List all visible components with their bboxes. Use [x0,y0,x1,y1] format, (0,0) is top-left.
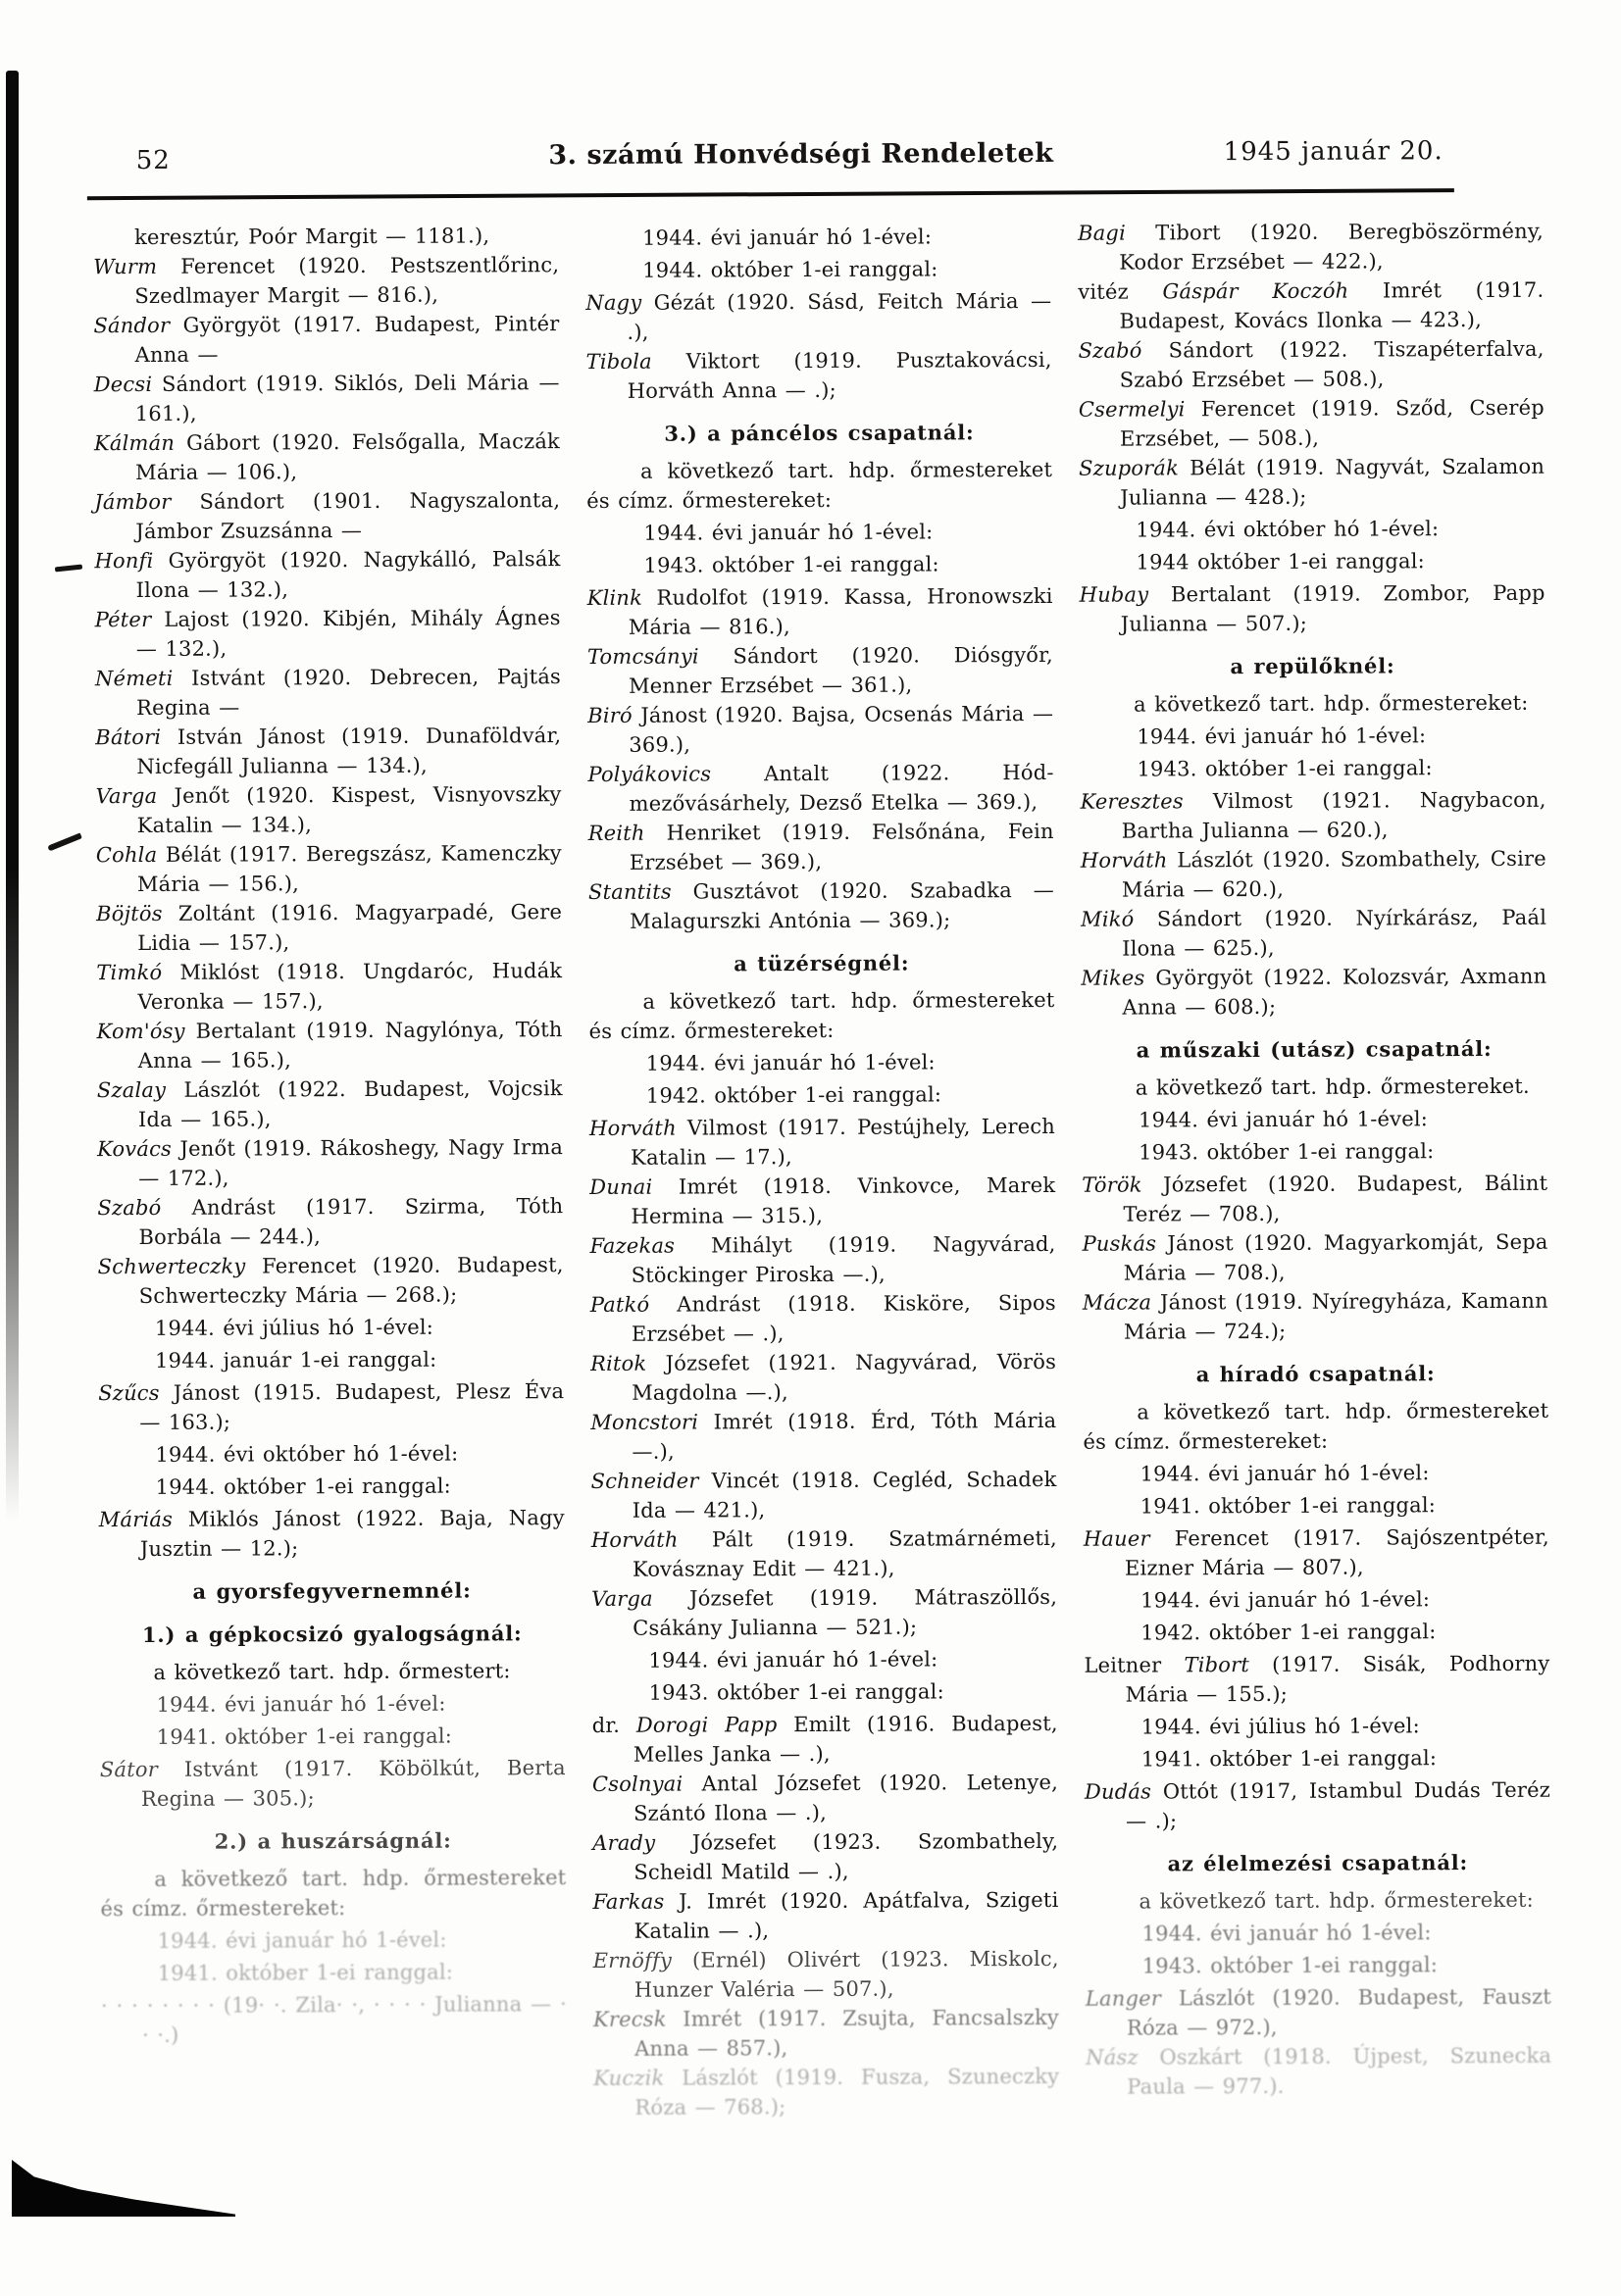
surname-italic: Sándor [93,313,171,338]
surname-italic: Bagi [1077,221,1127,245]
surname-italic: Péter [94,607,152,632]
surname-italic: Cohla [95,842,158,868]
entry-text: Bertalant (1919. Zombor, Papp Julianna — 507.); [1120,580,1545,636]
entry-text: Imrét (1917. Zsujta, Fancsalszky Anna — 857.), [634,2005,1060,2061]
entry-paragraph [96,897,562,958]
entry-paragraph [1078,217,1544,277]
surname-italic: Szabó [1078,338,1142,363]
entry-text: Bélát (1919. Nagyvát, Szalamon Julianna — 428.); [1120,454,1545,510]
surname-italic: Horváth [588,1116,677,1140]
page-title: 3. számú Honvédségi Rendeletek [548,137,1054,172]
entry-text: Imrét (1917. Budapest, Kovács Ilonka — 423.), [1119,277,1545,333]
surname-italic: Hubay [1079,582,1149,607]
surname-italic: Mácza [1082,1290,1152,1315]
entry-paragraph [589,1171,1055,1231]
date-line: 1944. évi január hó 1-ével: [642,225,933,250]
entry-paragraph [1080,578,1545,639]
entry-text: Józsefet (1921. Nagyvárad, Vörös Magdolna —.), [632,1349,1057,1405]
entry-paragraph [93,221,559,252]
entry-text: Jánost (1920. Magyarkomját, Sepa Mária — 708.), [1123,1229,1548,1285]
entry-text: Ferencet (1920. Pestszentlőrinc, Szedlmayer Margit — 816.), [134,253,560,309]
entry-paragraph [1081,844,1546,905]
entry-text: Gusztávot (1920. Szabadka — Malagurszki Antónia — 369.); [630,877,1055,933]
entry-paragraph [591,1582,1057,1643]
surname-italic: Böjtös [96,901,163,926]
entry-paragraph [94,426,560,487]
entry-paragraph [589,1112,1055,1173]
column-3 [1078,217,1551,2121]
entry-paragraph [95,662,561,723]
entry-text: Jenőt (1919. Rákoshegy, Nagy Irma — 172.), [138,1135,564,1191]
surname-italic: Tibort [1184,1653,1250,1677]
entry-text: Tibort (1920. Beregböszörmény, Kodor Erzsébet — 422.), [1119,219,1545,275]
surname-italic: Klink [586,585,643,610]
section-heading: a gyorsfegyvernemnél: [192,1577,472,1604]
entry-paragraph [591,1465,1057,1525]
surname-italic: Biró [587,703,633,727]
entry-paragraph [1081,903,1546,964]
surname-italic: Decsi [93,372,153,397]
entry-paragraph [95,721,561,781]
entry-text: keresztúr, Poór Margit — 1181.), [133,224,490,250]
section-heading: 3.) a páncélos csapatnál: [664,420,975,446]
surname-italic: Horváth [590,1527,679,1552]
date-line: 1943. október 1-ei ranggal: [1139,1139,1435,1165]
date-line: 1943. október 1-ei ranggal: [643,552,939,577]
date-line: 1943. október 1-ei ranggal: [648,1679,944,1705]
entry-paragraph [588,817,1054,877]
surname-italic: Patkó [589,1292,650,1317]
surname-italic: Tomcsányi [586,644,699,669]
entry-text: Györgyöt (1920. Nagykálló, Palsák Ilona — 132.), [135,547,561,603]
date-line: 1943. október 1-ei ranggal: [1137,756,1433,781]
lead-paragraph: a következő tart. hdp. őrmestereket és címz. őrmestereket: [100,1866,567,1922]
entry-paragraph [1082,1227,1547,1288]
entry-paragraph [94,544,560,605]
lead-paragraph: a következő tart. hdp. őrmestereket: [1134,690,1529,717]
surname-italic: Kovács [97,1136,173,1162]
surname-italic: Langer [1085,1986,1162,2011]
entry-text: Miklós Jánost (1922. Baja, Nagy Jusztin — 12.); [139,1506,565,1561]
lead-paragraph: a következő tart. hdp. őrmestereket és címz. őrmestereket: [586,457,1053,514]
entry-paragraph [93,250,559,311]
entry-text: Miklóst (1918. Ungdaróc, Hudák Veronka — 157.), [137,959,563,1015]
entry-paragraph [97,1073,563,1134]
entry-paragraph [1086,1982,1551,2043]
surname-italic: Máriás [98,1507,174,1532]
surname-italic: Schwerteczky [97,1254,246,1279]
entry-paragraph [95,603,561,664]
date-line: 1941. október 1-ei ranggal: [156,1723,453,1749]
entry-text: Pált (1919. Szatmárnémeti, Kovásznay Edit — 421.), [632,1525,1057,1581]
scan-edge-streak [6,71,19,1522]
entry-paragraph [590,1288,1056,1349]
date-line: 1942. október 1-ei ranggal: [645,1082,942,1108]
entry-paragraph [1081,785,1546,846]
entry-text: Emilt (1916. Budapest, Melles Janka — .), [633,1711,1058,1767]
entry-text: Imrét (1918. Érd, Tóth Mária —.), [632,1408,1057,1464]
surname-italic: Timkó [96,960,163,985]
entry-text: Jenőt (1920. Kispest, Visnyovszky Katalin — 134.), [136,782,562,838]
section-heading: a repülőknél: [1230,653,1395,679]
date-line: 1944. évi október hó 1-ével: [155,1441,459,1467]
entry-paragraph [591,1523,1057,1584]
entry-text: Bertalant (1919. Nagylónya, Tóth Anna — 165.), [137,1018,563,1073]
entry-paragraph [93,309,559,370]
entry-paragraph [1079,393,1545,454]
entry-text: (Ernél) Olivért (1923. Miskolc, Hunzer Valéria — 507.), [633,1946,1059,2002]
surname-italic: Jámbor [94,489,172,515]
entry-paragraph [1082,1169,1547,1229]
entry-paragraph [97,1191,563,1252]
entry-paragraph [593,2003,1059,2064]
entry-text: Györgyöt (1917. Budapest, Pintér Anna — [134,312,560,368]
surname-italic: Török [1082,1173,1142,1197]
date-line: 1941. október 1-ei ranggal: [157,1960,454,1985]
header-rule [87,188,1454,200]
entry-text: Lászlót (1920. Budapest, Fauszt Róza — 972.), [1126,1984,1551,2040]
entry-text: Lajost (1920. Kibjén, Mihály Ágnes — 132.), [135,606,561,662]
date-line: 1944. évi január hó 1-ével: [157,1927,447,1953]
surname-italic: Wurm [93,254,158,279]
surname-italic: Farkas [592,1889,665,1914]
surname-italic: Kuczik [593,2066,665,2090]
surname-italic: Keresztes [1080,789,1184,814]
entry-paragraph [94,368,560,428]
surname-italic: Dunai [589,1174,653,1199]
entry-paragraph [587,758,1053,819]
entry-text: Ottót (1917, Istambul Dudás Teréz — .); [1126,1777,1551,1833]
entry-paragraph [1086,2041,1551,2102]
surname-italic: Varga [95,783,158,809]
section-heading: a műszaki (utász) csapatnál: [1136,1035,1493,1063]
surname-italic: Fazekas [589,1233,676,1258]
date-line: 1941. október 1-ei ranggal: [1140,1746,1438,1772]
entry-text: Andrást (1917. Szirma, Tóth Borbála — 244.), [138,1194,564,1250]
date-line: 1944. október 1-ei ranggal: [155,1473,451,1499]
entry-text: Viktort (1919. Pusztakovácsi, Horváth Anna — .); [627,347,1052,403]
entry-text: Antal Józsefet (1920. Letenye, Szántó Ilona — .), [633,1770,1058,1825]
entry-paragraph [1084,1522,1549,1583]
entry-paragraph [97,1132,563,1193]
surname-italic: Nagy [585,290,642,316]
entry-paragraph [94,485,560,546]
surname-italic: Szalay [96,1077,167,1103]
entry-paragraph [1084,1649,1549,1710]
surname-italic: Stantits [587,879,672,904]
date-line: 1944. évi január hó 1-ével: [648,1647,938,1672]
surname-italic: Kom'ósy [96,1019,185,1044]
entry-text: Vincét (1918. Cegléd, Schadek Ida — 421.), [632,1467,1057,1522]
entry-paragraph [1085,1775,1550,1836]
date-line: 1944. január 1-ei ranggal: [154,1347,437,1373]
date-line: 1944. október 1-ei ranggal: [642,257,938,282]
entry-paragraph [592,1768,1058,1828]
entry-text: Vilmost (1921. Nagybacon, Bartha Julianna — 620.), [1121,787,1546,843]
date-line: 1944. évi január hó 1-ével: [1137,724,1427,749]
entry-text: Lászlót (1922. Budapest, Vojcsik Ida — 165.), [137,1076,563,1132]
date-line: 1944 október 1-ei ranggal: [1136,549,1425,574]
entry-text: Zoltánt (1916. Magyarpadé, Gere Lidia — 157.), [137,900,563,956]
entry-text: Ferencet (1920. Budapest, Schwerteczky Mária — 268.); [138,1253,564,1309]
lead-paragraph: a következő tart. hdp. őrmestereket és címz. őrmestereket: [588,987,1055,1043]
entry-text: J. Imrét (1920. Apátfalva, Szigeti Katalin — .), [633,1887,1059,1943]
entry-text: Jánost (1915. Budapest, Plesz Éva — 163.); [139,1379,565,1434]
surname-italic: Arady [592,1830,656,1855]
surname-italic: Ritok [590,1351,647,1375]
surname-italic: Puskás [1082,1231,1157,1256]
lead-paragraph: a következő tart. hdp. őrmestert: [153,1659,511,1684]
entry-paragraph [590,1347,1056,1408]
entry-paragraph [1078,334,1544,395]
entry-text: Lászlót (1920. Szombathely, Csire Mária — 620.), [1121,846,1546,902]
surname-italic: Szuporák [1079,456,1180,480]
entry-paragraph [593,1944,1059,2005]
surname-italic: Varga [591,1586,653,1611]
entry-text: István Jánost (1919. Dunaföldvár, Nicfegáll Julianna — 134.), [136,724,562,779]
date-line: 1944. évi július hó 1-ével: [154,1315,434,1340]
surname-italic: Dorogi Papp [635,1713,778,1737]
page-number: 52 [135,145,171,176]
lead-paragraph: a következő tart. hdp. őrmestereket és címz. őrmestereket: [1083,1398,1549,1454]
section-heading: a híradó csapatnál: [1195,1361,1436,1387]
entry-paragraph [593,2062,1059,2122]
surname-italic: Dudás [1084,1779,1152,1804]
entry-paragraph [1081,962,1546,1023]
entry-text: · · · · · · · · (19· ·. Zila· ·, · · · · Julianna — · · ·.) [100,1992,567,2047]
surname-italic: Szűcs [98,1380,160,1406]
entry-paragraph [98,1250,564,1311]
entry-paragraph [587,699,1053,760]
entry-text: Imrét (1918. Vinkovce, Marek Hermina — 315.), [631,1173,1056,1228]
entry-paragraph [586,345,1052,406]
surname-italic: Reith [587,821,645,845]
date-line: 1944. évi január hó 1-ével: [643,520,934,545]
entry-text: Ferencet (1917. Sajószentpéter, Eizner Mária — 807.), [1124,1524,1549,1580]
column-2 [585,219,1059,2122]
date-line: 1944. évi január hó 1-ével: [156,1691,446,1717]
entry-text: Györgyöt (1922. Kolozsvár, Axmann Anna — 608.); [1122,964,1547,1020]
surname-italic: Horváth [1080,848,1168,873]
surname-italic: Mikes [1081,966,1145,990]
entry-text: Antalt (1922. Hódmezővásárhely, Dezső Etelka — 369.), [629,760,1054,816]
entry-paragraph [590,1406,1056,1467]
entry-text: Gézát (1920. Sásd, Feitch Mária — .), [627,288,1052,344]
entry-text: Rudolfot (1919. Kassa, Hronowszki Mária — 816.), [628,583,1053,639]
surname-italic: Gáspár Koczóh [1162,278,1349,304]
entry-text: Sándort (1920. Nyírkárász, Paál Ilona — 625.), [1122,905,1547,961]
entry-paragraph [587,640,1053,701]
surname-italic: Schneider [590,1469,699,1493]
surname-italic: Hauer [1083,1526,1150,1551]
entry-text: Oszkárt (1918. Újpest, Szunecka Paula — 977.). [1127,2043,1552,2099]
entry-paragraph [592,1709,1058,1770]
surname-italic: Kálmán [93,430,176,456]
entry-text: Bélát (1917. Beregszász, Kamenczky Mária — 156.), [136,841,562,897]
surname-italic: Moncstori [590,1410,699,1434]
entry-paragraph [101,1989,567,2050]
entry-text: Jánost (1919. Nyíregyháza, Kamann Mária — 724.); [1123,1288,1548,1344]
date-line: 1944. évi július hó 1-ével: [1140,1714,1420,1739]
date-line: 1944. évi január hó 1-ével: [1140,1461,1430,1486]
section-heading: 1.) a gépkocsizó gyalogságnál: [141,1621,523,1647]
entry-prefix: dr. [591,1713,636,1737]
column-1 [93,221,567,2124]
entry-paragraph [98,1376,564,1437]
entry-text: Henriket (1919. Felsőnána, Fein Erzsébet — 369.), [629,819,1054,874]
surname-italic: Csolnyai [591,1772,684,1796]
entry-text: Vilmost (1917. Pestújhely, Lerech Katalin — 17.), [631,1114,1056,1170]
surname-italic: Csermelyi [1078,397,1186,422]
date-line: 1942. október 1-ei ranggal: [1140,1620,1437,1645]
section-heading: a tüzérségnél: [734,950,910,976]
entry-paragraph [588,875,1054,936]
date-line: 1944. évi január hó 1-ével: [1141,1921,1432,1946]
entry-text: Istvánt (1917. Köbölkút, Berta Regina — 305.); [140,1756,566,1811]
entry-text: Lászlót (1919. Fusza, Szuneczky Róza — 768.); [634,2064,1060,2120]
entry-text: Jánost (1920. Bajsa, Ocsenás Mária — 369.), [629,701,1054,757]
entry-paragraph [99,1503,565,1564]
entry-text: Gábort (1920. Felsőgalla, Maczák Mária — 106.), [135,429,561,485]
entry-text: Ferencet (1919. Sződ, Cserép Erzsébet, — 508.), [1119,395,1545,451]
lead-paragraph: a következő tart. hdp. őrmestereket. [1135,1073,1530,1100]
surname-italic: Ernöffy [592,1948,673,1972]
entry-text: Istvánt (1920. Debrecen, Pajtás Regina — [136,665,562,721]
entry-text: Sándort (1919. Siklós, Deli Mária — 161.), [134,371,560,426]
page-date: 1945 január 20. [1223,136,1444,168]
entry-prefix: Leitner [1084,1653,1185,1677]
surname-italic: Szabó [97,1195,162,1221]
entry-paragraph [1078,275,1544,336]
entry-paragraph [96,956,562,1017]
section-heading: 2.) a huszárságnál: [214,1827,452,1854]
entry-text: Józsefet (1923. Szombathely, Scheidl Matild — .), [633,1828,1059,1884]
entry-prefix: vitéz [1078,279,1163,304]
date-line: 1944. évi január hó 1-ével: [1140,1587,1431,1613]
date-line: 1944. évi január hó 1-ével: [645,1050,936,1075]
entry-text: Andrást (1918. Kisköre, Sipos Erzsébet — .), [631,1290,1056,1346]
surname-italic: Mikó [1081,907,1135,931]
entry-paragraph [585,286,1051,347]
entry-text: Sándort (1901. Nagyszalonta, Jámbor Zsuzsánna — [135,488,561,544]
entry-paragraph [95,779,561,840]
surname-italic: Krecsk [592,2007,667,2031]
entry-text: Józsefet (1919. Mátraszöllős, Csákány Julianna — 521.); [633,1584,1058,1640]
surname-italic: Honfi [94,548,154,574]
surname-italic: Tibola [585,349,652,374]
date-line: 1943. október 1-ei ranggal: [1141,1953,1439,1978]
section-heading: az élelmezési csapatnál: [1167,1850,1469,1876]
surname-italic: Sátor [99,1757,158,1782]
entry-paragraph [96,838,562,899]
entry-text: Sándort (1922. Tiszapéterfalva, Szabó Erzsébet — 508.), [1119,336,1545,392]
surname-italic: Bátori [95,724,162,750]
entry-paragraph [592,1885,1058,1946]
surname-italic: Németi [94,666,174,691]
entry-paragraph [1083,1286,1548,1347]
entry-paragraph [592,1826,1058,1887]
entry-paragraph [589,1229,1055,1290]
entry-text: (1917. Sisák, Podhorny Mária — 155.); [1125,1651,1550,1707]
surname-italic: Polyákovics [587,762,712,786]
date-line: 1944. évi január hó 1-ével: [1138,1107,1429,1132]
entry-paragraph [100,1753,566,1814]
entry-paragraph [587,581,1053,642]
surname-italic: Nász [1086,2045,1139,2070]
entry-paragraph [97,1015,563,1075]
lead-paragraph: a következő tart. hdp. őrmestereket: [1139,1887,1534,1914]
entry-text: Mihályt (1919. Nagyvárad, Stöckinger Piroska —.), [631,1231,1056,1287]
date-line: 1944. évi október hó 1-ével: [1136,517,1440,542]
entry-paragraph [1079,452,1545,513]
date-line: 1941. október 1-ei ranggal: [1140,1493,1437,1519]
text-columns [93,217,1550,2124]
entry-text: Sándort (1920. Diósgyőr, Menner Erzsébet — 361.), [628,642,1053,698]
entry-text: Józsefet (1920. Budapest, Bálint Teréz — 708.), [1123,1171,1548,1226]
